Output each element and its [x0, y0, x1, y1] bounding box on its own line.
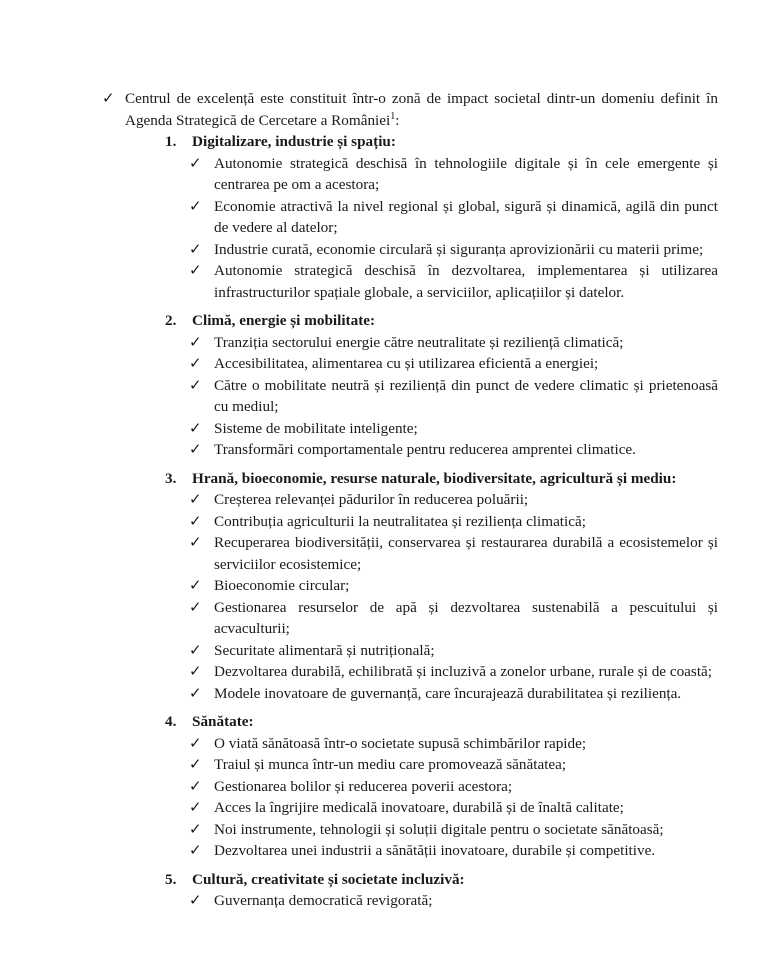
section-heading — [165, 711, 780, 733]
list-item — [189, 439, 718, 461]
checkmark-icon: ✓ — [189, 154, 202, 172]
section-clima — [0, 310, 780, 461]
intro-text: Centrul de excelență este constituit într-o zonă de impact societal dintr-un domeniu definit în Agenda Strategică de Cercetare a României — [125, 90, 718, 129]
list-item — [189, 776, 718, 798]
checkmark-icon: ✓ — [189, 491, 202, 508]
section-title: Sănătate: — [192, 713, 254, 730]
checkmark-icon: ✓ — [189, 820, 202, 838]
checkmark-icon: ✓ — [189, 684, 202, 702]
list-item — [189, 511, 718, 533]
section-heading — [165, 869, 780, 891]
checkmark-icon: ✓ — [189, 512, 202, 530]
footnote-reference: 1 — [390, 110, 396, 122]
checkmark-icon: ✓ — [189, 892, 202, 909]
list-item-text: Transformări comportamentale pentru reducerea amprentei climatice. — [214, 441, 636, 458]
section-number: 4. — [165, 713, 177, 730]
list-item — [189, 819, 718, 841]
list-item-text: Noi instrumente, tehnologii și soluții digitale pentru o societate sănătoasă; — [214, 820, 664, 838]
list-item — [189, 153, 718, 196]
section-number: 5. — [165, 870, 177, 888]
section-heading — [165, 468, 780, 490]
list-item — [189, 733, 718, 755]
section-number: 1. — [165, 133, 177, 150]
list-item-text: Traiul și munca într-un mediu care promovează sănătatea; — [214, 756, 567, 773]
list-item — [189, 532, 718, 575]
checkmark-icon: ✓ — [189, 534, 202, 551]
section-number: 3. — [165, 469, 177, 487]
list-item-text: Către o mobilitate neutră și reziliență din punct de vedere climatic și prietenoasă cu mediul; — [214, 376, 718, 415]
list-item-text: Dezvoltarea durabilă, echilibrată și incluzivă a zonelor urbane, rurale și de coastă; — [214, 663, 712, 680]
list-item — [189, 196, 718, 239]
list-item-text: Autonomie strategică deschisă în dezvoltarea, implementarea și utilizarea infrastructurilor spațiale globale, a serviciilor, aplicațiilor și datelor. — [214, 262, 718, 301]
list-item-text: Modele inovatoare de guvernanță, care încurajează durabilitatea și reziliența. — [214, 684, 682, 702]
list-item — [189, 418, 718, 440]
section-cultura — [0, 869, 780, 912]
list-item-text: Autonomie strategică deschisă în tehnologiile digitale și în cele emergente și centrarea pe om a acestora; — [214, 154, 718, 193]
section-number: 2. — [165, 312, 177, 329]
list-item-text: Industrie curată, economie circulară și siguranța aprovizionării cu materii prime; — [214, 240, 704, 258]
section-sanatate — [0, 711, 780, 862]
list-item — [189, 683, 718, 705]
checkmark-icon: ✓ — [189, 240, 202, 258]
section-heading — [165, 310, 780, 332]
list-item-text: Contribuția agriculturii la neutralitatea și reziliența climatică; — [214, 512, 586, 530]
list-item — [189, 840, 718, 862]
list-item-text: Economie atractivă la nivel regional și global, sigură și dinamică, agilă din punct de vedere al datelor; — [214, 197, 718, 236]
list-item — [189, 661, 718, 683]
checkmark-icon: ✓ — [189, 598, 202, 616]
list-item — [189, 260, 718, 303]
checkmark-icon: ✓ — [102, 90, 115, 107]
list-item-text: Gestionarea resurselor de apă și dezvoltarea sustenabilă a pescuitului și acvaculturii; — [214, 598, 718, 637]
checkmark-icon: ✓ — [189, 663, 202, 680]
list-item-text: Guvernanța democratică revigorată; — [214, 892, 433, 909]
list-item-text: Gestionarea bolilor și reducerea poverii acestora; — [214, 777, 513, 795]
checkmark-icon: ✓ — [189, 197, 202, 215]
checkmark-icon: ✓ — [189, 734, 202, 752]
list-item-text: Sisteme de mobilitate inteligente; — [214, 419, 418, 437]
section-title: Digitalizare, industrie și spațiu: — [192, 133, 396, 150]
checkmark-icon: ✓ — [189, 441, 202, 458]
checkmark-icon: ✓ — [189, 577, 202, 594]
list-item-text: Creșterea relevanței pădurilor în reducerea poluării; — [214, 491, 529, 508]
section-digitalizare — [0, 131, 780, 303]
checkmark-icon: ✓ — [189, 799, 202, 816]
checkmark-icon: ✓ — [189, 333, 202, 351]
checkmark-icon: ✓ — [189, 777, 202, 795]
list-item-text: O viată sănătoasă într-o societate supusă schimbărilor rapide; — [214, 734, 587, 752]
section-title: Climă, energie și mobilitate: — [192, 312, 376, 329]
intro-suffix: : — [395, 111, 400, 129]
list-item — [189, 375, 718, 418]
list-item-text: Bioeconomie circular; — [214, 577, 350, 594]
list-item-text: Securitate alimentară și nutrițională; — [214, 641, 435, 659]
list-item — [189, 797, 718, 819]
list-item-text: Recuperarea biodiversității, conservarea și restaurarea durabilă a ecosistemelor și serviciilor ecosistemice; — [214, 534, 718, 573]
list-item — [189, 597, 718, 640]
checkmark-icon: ✓ — [189, 262, 202, 279]
list-item-text: Dezvoltarea unei industrii a sănătății inovatoare, durabile și competitive. — [214, 842, 656, 859]
checkmark-icon: ✓ — [189, 355, 202, 372]
list-item-text: Tranziția sectorului energie către neutralitate și reziliență climatică; — [214, 333, 624, 351]
section-hrana — [0, 468, 780, 705]
list-item — [189, 239, 718, 261]
checkmark-icon: ✓ — [189, 842, 202, 859]
checkmark-icon: ✓ — [189, 419, 202, 437]
section-title: Cultură, creativitate și societate incluzivă: — [192, 870, 465, 888]
checkmark-icon: ✓ — [189, 641, 202, 659]
list-item — [189, 332, 718, 354]
list-item-text: Accesibilitatea, alimentarea cu și utilizarea eficientă a energiei; — [214, 355, 599, 372]
section-title: Hrană, bioeconomie, resurse naturale, biodiversitate, agricultură și mediu: — [192, 469, 677, 487]
list-item — [189, 754, 718, 776]
list-item — [189, 575, 718, 597]
section-heading — [165, 131, 780, 153]
checkmark-icon: ✓ — [189, 756, 202, 773]
list-item — [189, 890, 718, 912]
checkmark-icon: ✓ — [189, 376, 202, 394]
list-item-text: Acces la îngrijire medicală inovatoare, durabilă și de înaltă calitate; — [214, 799, 624, 816]
list-item — [189, 640, 718, 662]
list-item — [189, 353, 718, 375]
intro-paragraph — [102, 88, 718, 131]
list-item — [189, 489, 718, 511]
section-list — [0, 131, 780, 912]
